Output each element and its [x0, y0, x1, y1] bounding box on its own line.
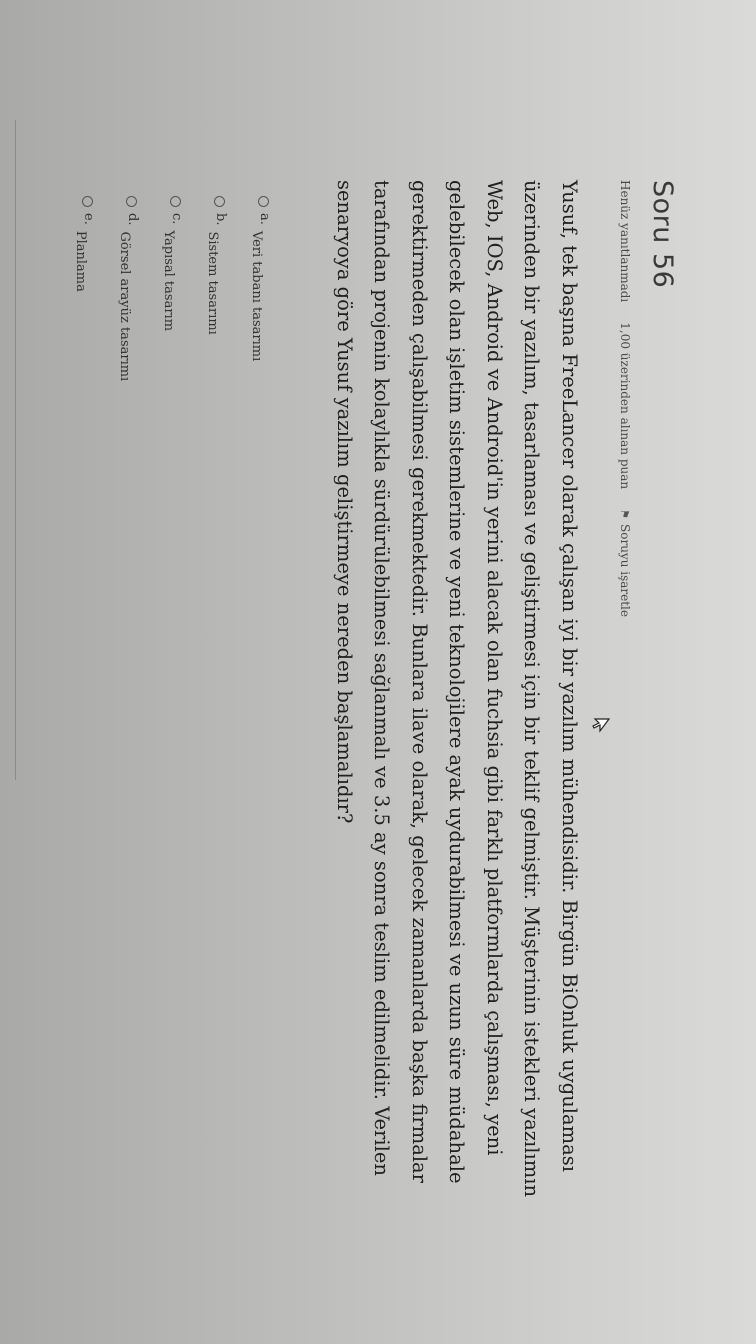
radio-icon[interactable] [82, 196, 93, 207]
answer-option-d[interactable] [117, 196, 140, 796]
option-label: Sistem tasarımı [205, 231, 220, 335]
radio-icon[interactable] [258, 196, 269, 207]
answer-option-b[interactable] [205, 196, 228, 796]
option-letter: b. [213, 213, 228, 226]
radio-icon[interactable] [126, 196, 137, 207]
question-points: 1,00 üzerinden alınan puan [618, 322, 632, 490]
flag-icon: ⚑ [618, 509, 632, 520]
option-label: Görsel arayüz tasarımı [117, 231, 132, 382]
question-text: Yusuf, tek başına FreeLancer olarak çalışan iyi bir yazılım mühendisidir. Birgün BiOnluk uygulaması üzerinden bir yazılım, tasarlaması ve geliştirmesi için bir teklif gelmiştir. Müşterinin istekleri yazılımın Web, IOS, Android ve Android'in yerini alacak olan fuchsia gibi farklı platformlarda çalışması, yeni gelebilecek olan işletim sistemlerine ve yeni teknolojilere ayak uydurabilmesi ve uzun süre müdahale gerektirmeden çalışabilmesi gerekmektedir. Bunlara ilave olarak, gelecek zamanlarda başka firmalar tarafından projenin kolaylıkla sürdürülebilmesi sağlanmalı ve 3.5 ay sonra teslim edilmelidir. Verilen senaryoya göre Yusuf yazılım geliştirmeye nereden başlamalıdır? [333, 180, 581, 1197]
radio-icon[interactable] [170, 196, 181, 207]
mouse-cursor-icon [592, 716, 610, 736]
option-label: Veri tabanı tasarımı [249, 230, 264, 362]
option-letter: e. [81, 213, 96, 225]
flag-question-link[interactable] [618, 509, 632, 617]
divider [15, 120, 16, 780]
option-label: Yapısal tasarım [161, 230, 176, 332]
option-label: Planlama [73, 230, 88, 292]
answer-option-a[interactable] [249, 196, 272, 796]
question-meta [618, 180, 632, 740]
question-title: Soru 56 [647, 180, 678, 289]
option-letter: d. [125, 213, 140, 226]
flag-question-label: Soruyu işaretle [618, 524, 632, 617]
question-status: Henüz yanıtlanmadı [618, 180, 632, 303]
answer-options [52, 196, 272, 796]
option-letter: a. [257, 213, 272, 225]
radio-icon[interactable] [214, 196, 225, 207]
option-letter: c. [169, 213, 184, 225]
answer-option-c[interactable] [161, 196, 184, 796]
answer-option-e[interactable] [73, 196, 96, 796]
